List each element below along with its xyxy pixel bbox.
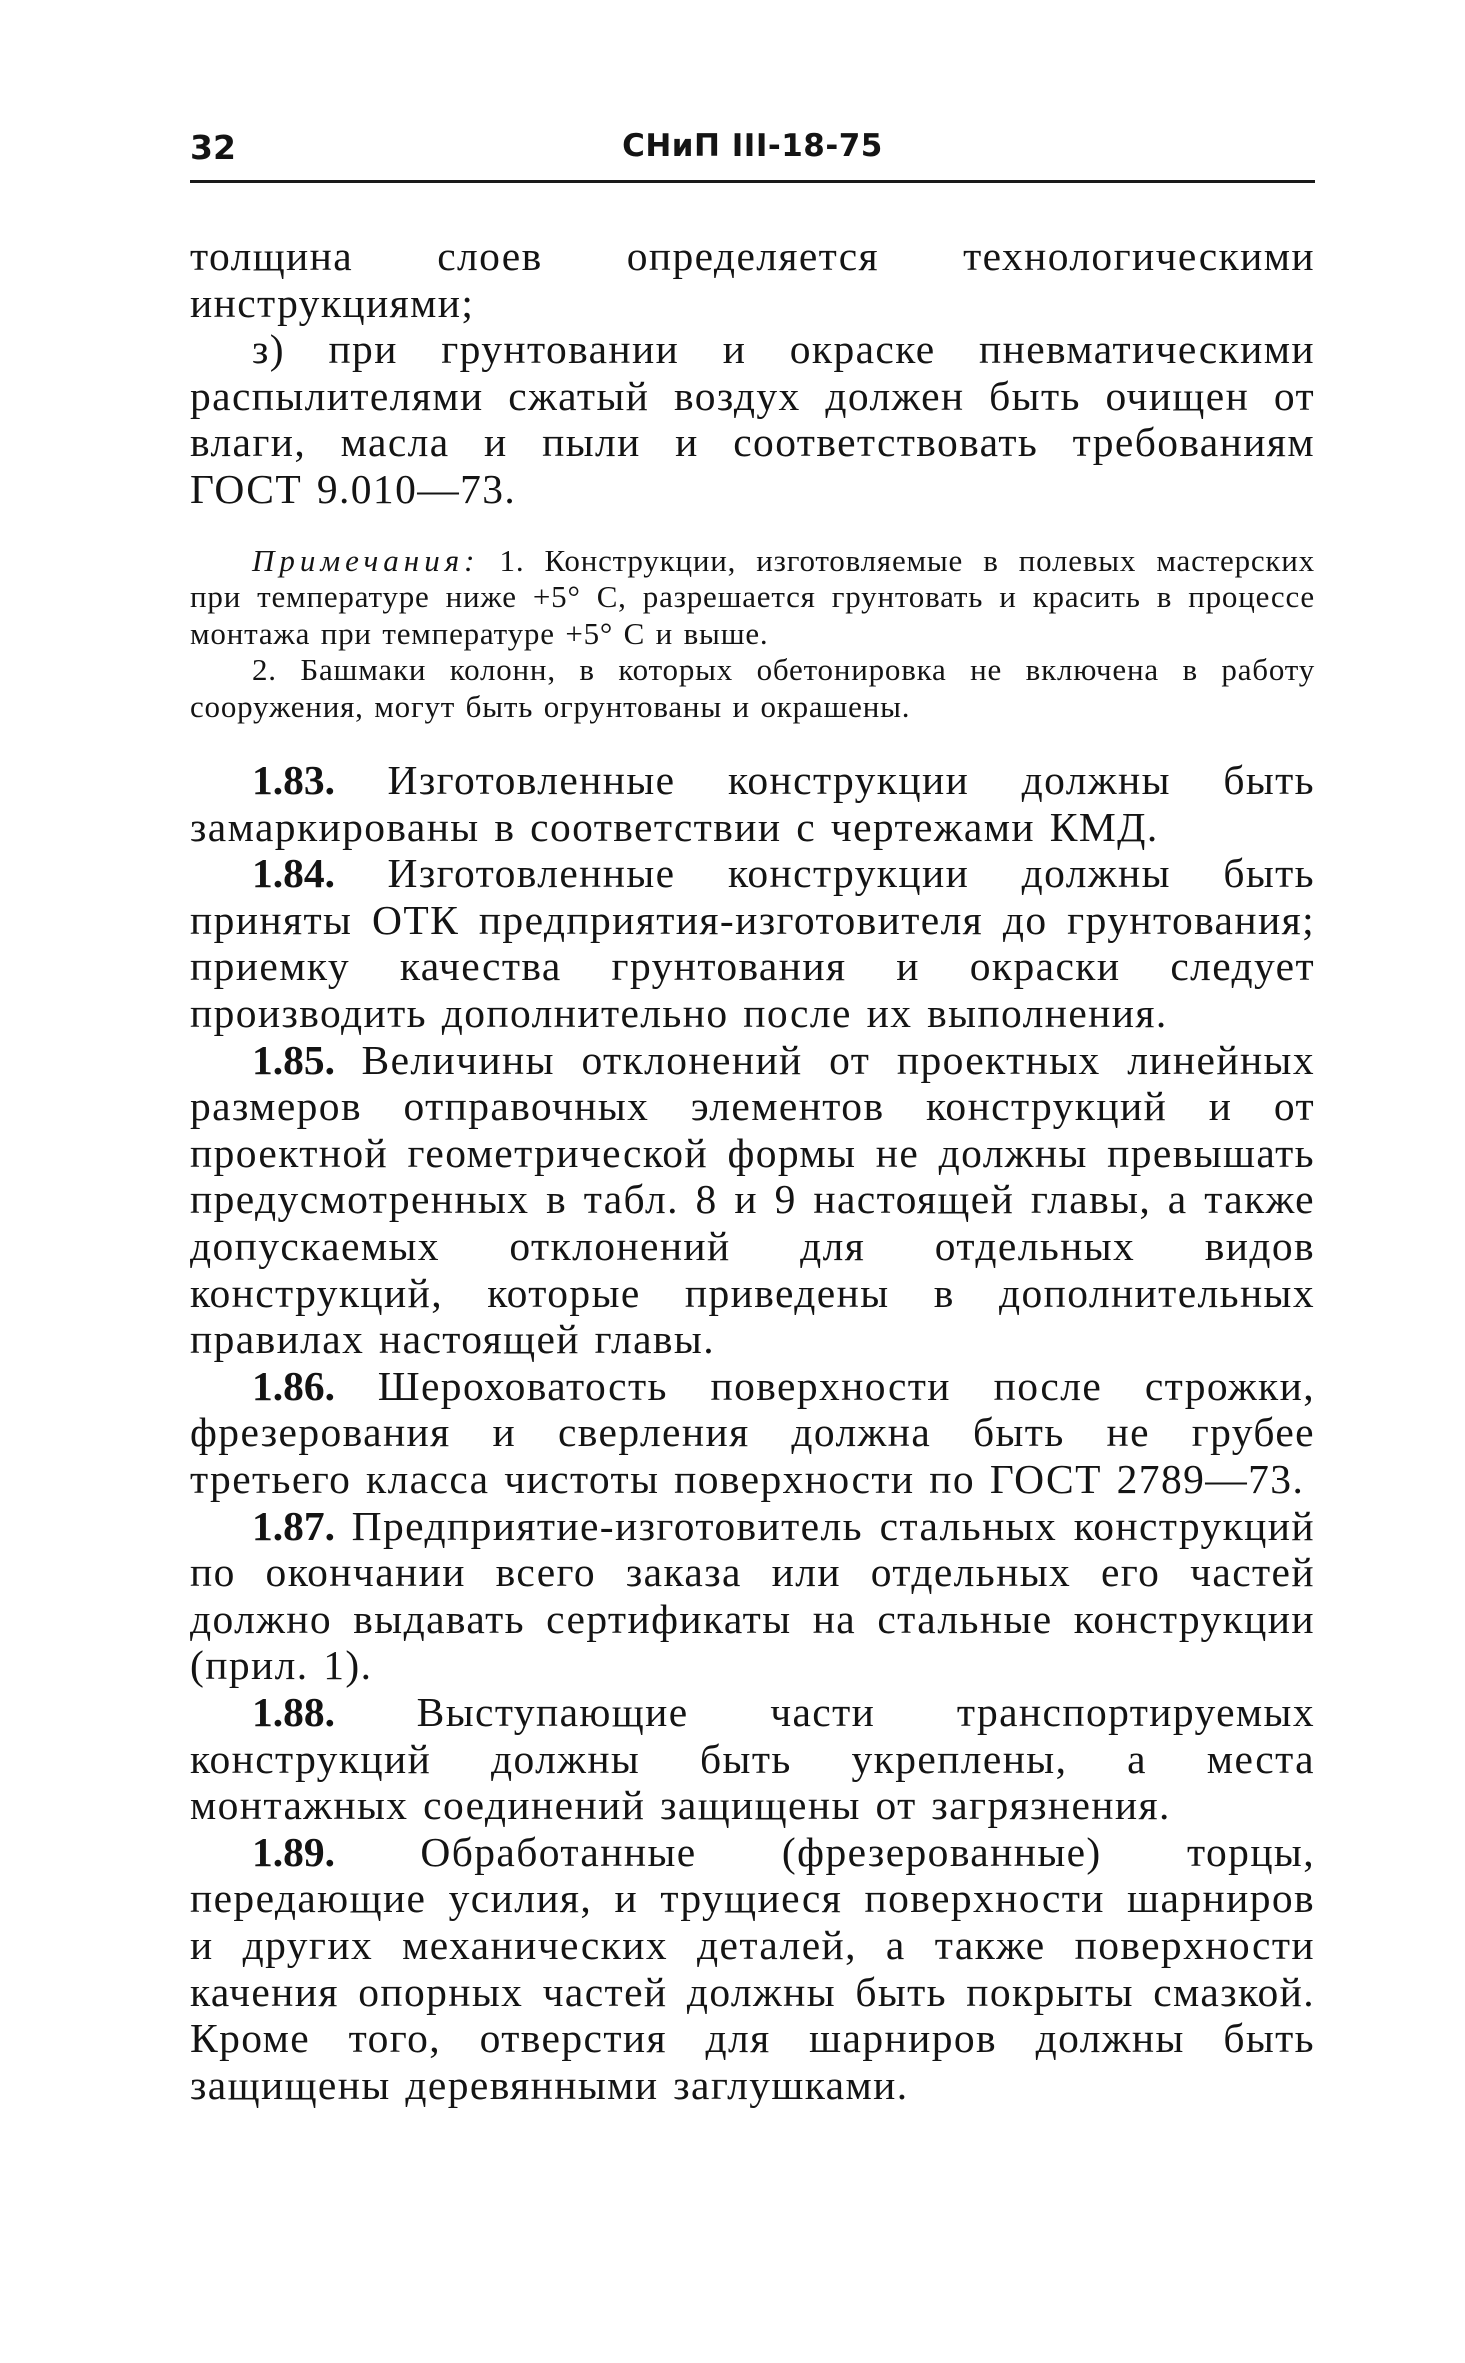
clause-number: 1.88.	[252, 1688, 335, 1735]
clause-number: 1.85.	[252, 1036, 335, 1083]
clause-text: Предприятие-изготовитель стальных конструкций по окончании всего заказа или отдельных его частей должно выдавать сертификаты на стальные конструкции (прил. 1).	[190, 1502, 1315, 1689]
clause-1-88	[190, 1689, 1315, 1829]
clause-1-89	[190, 1829, 1315, 2109]
clause-number: 1.83.	[252, 757, 335, 804]
note-2: 2. Башмаки колонн, в которых обетонировка не включена в работу сооружения, могут быть огрунтованы и окрашены.	[190, 652, 1315, 724]
clause-text: Величины отклонений от проектных линейных размеров отправочных элементов конструкций и от проектной геометрической формы не должны превышать предусмотренных в табл. 8 и 9 настоящей главы, а также допускаемых отклонений для отдельных видов конструкций, которые приведены в дополнительных правилах настоящей главы.	[190, 1036, 1315, 1363]
continuation-text	[190, 233, 1315, 513]
clause-number: 1.86.	[252, 1362, 335, 1409]
note-1	[190, 543, 1315, 653]
clause-number: 1.87.	[252, 1502, 335, 1549]
clause-1-85	[190, 1037, 1315, 1363]
document-code: СНиП III-18-75	[622, 128, 883, 164]
header-rule	[190, 180, 1315, 183]
document-page	[190, 120, 1315, 2108]
clause-1-86	[190, 1363, 1315, 1503]
clause-text: Шероховатость поверхности после строжки, фрезерования и сверления должна быть не грубее третьего класса чистоты поверхности по ГОСТ 2789—73.	[190, 1362, 1315, 1502]
clause-1-87	[190, 1503, 1315, 1689]
continuation-paragraph-2: з) при грунтовании и окраске пневматическими распылителями сжатый воздух должен быть очищен от влаги, масла и пыли и соответствовать требованиям ГОСТ 9.010—73.	[190, 326, 1315, 512]
clause-text: Изготовленные конструкции должны быть приняты ОТК предприятия-изготовителя до грунтования; приемку качества грунтования и окраски следует производить дополнительно после их выполнения.	[190, 850, 1315, 1037]
clause-1-83	[190, 757, 1315, 850]
clause-text: Обработанные (фрезерованные) торцы, передающие усилия, и трущиеся поверхности шарниров и других механических деталей, а также поверхности качения опорных частей должны быть покрыты смазкой. Кроме того, отверстия для шарниров должны быть защищены деревянными заглушками.	[190, 1828, 1315, 2108]
notes-block	[190, 543, 1315, 726]
note-1-text: 1. Конструкции, изготовляемые в полевых мастерских при температуре ниже +5° С, разрешается грунтовать и красить в процессе монтажа при температуре +5° С и выше.	[190, 542, 1315, 651]
clauses	[190, 757, 1315, 2108]
notes-label: Примечания:	[252, 542, 480, 578]
clause-number: 1.89.	[252, 1828, 335, 1875]
clause-number: 1.84.	[252, 850, 335, 897]
clause-1-84	[190, 850, 1315, 1036]
page-number: 32	[190, 128, 236, 167]
continuation-paragraph-1: толщина слоев определяется технологическими инструкциями;	[190, 233, 1315, 326]
running-head	[190, 120, 1315, 172]
clause-text: Изготовленные конструкции должны быть замаркированы в соответствии с чертежами КМД.	[190, 757, 1315, 850]
clause-text: Выступающие части транспортируемых конструкций должны быть укреплены, а места монтажных соединений защищены от загрязнения.	[190, 1688, 1315, 1829]
